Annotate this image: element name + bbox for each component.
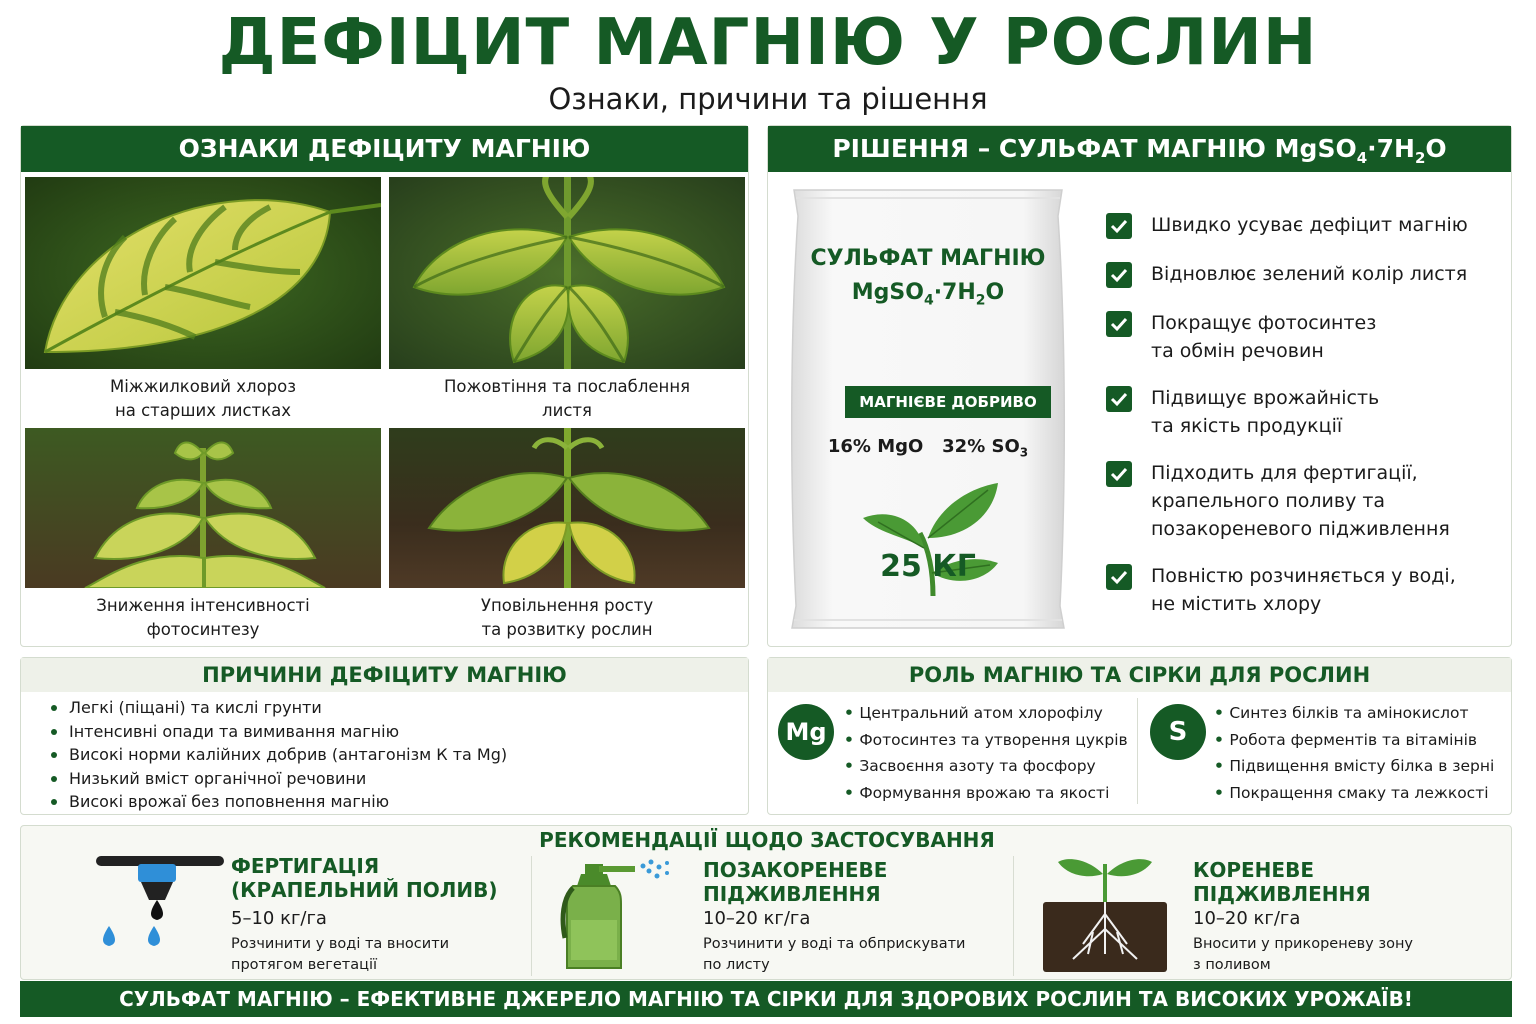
formula-text: ·7H	[933, 280, 976, 305]
rec-rate: 5–10 кг/га	[231, 908, 327, 929]
rec-title-line: ФЕРТИГАЦІЯ	[231, 854, 380, 878]
check-icon	[1106, 262, 1132, 288]
bag-mgo: 16% MgO	[827, 436, 924, 457]
bag-badge: МАГНІЄВЕ ДОБРИВО	[845, 386, 1051, 418]
fertilizer-bag	[788, 186, 1068, 632]
rec-desc-line: Вносити у прикореневу зону	[1193, 936, 1414, 952]
benefit-line: Швидко усуває дефіцит магнію	[1151, 214, 1468, 236]
benefit-text	[1151, 459, 1511, 543]
rec-title-line: ПІДЖИВЛЕННЯ	[703, 882, 881, 906]
benefit-line: та обмін речовин	[1151, 340, 1324, 362]
benefit-line: Підвищує врожайність	[1151, 387, 1380, 409]
caption-line: листя	[542, 401, 592, 420]
sulfur-role-list	[1214, 700, 1494, 806]
list-item: Високі врожаї без поповнення магнію	[47, 790, 507, 814]
title-text: РІШЕННЯ – СУЛЬФАТ МАГНІЮ MgSO	[832, 134, 1357, 163]
check-icon	[1106, 461, 1132, 487]
check-icon	[1106, 213, 1132, 239]
role-panel-title: РОЛЬ МАГНІЮ ТА СІРКИ ДЛЯ РОСЛИН	[768, 658, 1511, 692]
formula-text: O	[985, 280, 1005, 305]
recommendation-fertigation	[21, 854, 531, 980]
recommendations-panel	[20, 825, 1512, 980]
list-item: • Фотосинтез та утворення цукрів	[844, 727, 1128, 754]
list-item: Інтенсивні опади та вимивання магнію	[47, 720, 507, 744]
rec-description	[231, 934, 531, 976]
recommendation-root	[1013, 854, 1513, 980]
rec-title-line: (КРАПЕЛЬНИЙ ПОЛИВ)	[231, 878, 498, 902]
formula-subscript: 2	[975, 292, 986, 309]
benefit-text	[1151, 384, 1511, 440]
rec-rate: 10–20 кг/га	[1193, 908, 1301, 929]
benefit-line: Відновлює зелений колір листя	[1151, 263, 1468, 285]
list-item: • Робота ферментів та вітамінів	[1214, 727, 1494, 754]
caption-slowed-growth	[389, 594, 745, 642]
footer-banner: СУЛЬФАТ МАГНІЮ – ЕФЕКТИВНЕ ДЖЕРЕЛО МАГНІЮ ТА СІРКИ ДЛЯ ЗДОРОВИХ РОСЛИН ТА ВИСОКИХ УРОЖАЇВ!	[20, 981, 1512, 1017]
magnesium-badge: Mg	[778, 704, 834, 760]
check-icon	[1106, 386, 1132, 412]
drip-irrigation-icon	[91, 856, 231, 966]
role-panel	[767, 657, 1512, 815]
rec-title	[703, 858, 1023, 906]
title-subscript: 4	[1356, 149, 1368, 167]
caption-interveinal-chlorosis	[25, 375, 381, 423]
causes-panel	[20, 657, 749, 815]
magnesium-role-list	[844, 700, 1128, 806]
rec-title-line: ПІДЖИВЛЕННЯ	[1193, 882, 1371, 906]
causes-panel-title: ПРИЧИНИ ДЕФІЦИТУ МАГНІЮ	[21, 658, 748, 692]
caption-line: Зниження інтенсивності	[96, 596, 310, 615]
title-text: O	[1425, 134, 1447, 163]
rec-desc-line: Розчинити у воді та обприскувати	[703, 936, 966, 952]
benefit-text	[1151, 309, 1511, 365]
formula-text: MgSO	[851, 280, 924, 305]
caption-line: Уповільнення росту	[480, 596, 654, 615]
caption-line: на старших листках	[114, 401, 292, 420]
list-item: • Центральний атом хлорофілу	[844, 700, 1128, 727]
photo-interveinal-chlorosis	[25, 177, 381, 369]
bag-so3-subscript: 3	[1019, 445, 1029, 460]
benefit-line: Підходить для фертигації,	[1151, 462, 1418, 484]
caption-reduced-photosynthesis	[25, 594, 381, 642]
divider	[1137, 698, 1138, 804]
list-item: • Синтез білків та амінокислот	[1214, 700, 1494, 727]
rec-desc-line: протягом вегетації	[231, 957, 378, 973]
rec-title	[231, 854, 551, 902]
rec-desc-line: з поливом	[1193, 957, 1271, 973]
formula-subscript: 4	[923, 292, 934, 309]
list-item: Низький вміст органічної речовини	[47, 767, 507, 791]
check-icon	[1106, 311, 1132, 337]
benefit-line: крапельного поливу та	[1151, 490, 1386, 512]
benefit-text	[1151, 562, 1511, 618]
causes-list	[47, 696, 507, 814]
caption-line: Міжжилковий хлороз	[109, 377, 297, 396]
list-item: • Покращення смаку та лежкості	[1214, 780, 1494, 807]
solution-panel-title	[768, 126, 1511, 172]
title-text: ·7H	[1367, 134, 1415, 163]
page-title: ДЕФІЦИТ МАГНІЮ У РОСЛИН	[218, 6, 1318, 80]
list-item: • Підвищення вмісту білка в зерні	[1214, 753, 1494, 780]
caption-line: Пожовтіння та послаблення	[443, 377, 691, 396]
rec-description	[1193, 934, 1493, 976]
recommendation-foliar	[531, 854, 1013, 980]
check-icon	[1106, 564, 1132, 590]
rec-title-line: ПОЗАКОРЕНЕВЕ	[703, 858, 888, 882]
list-item: • Засвоєння азоту та фосфору	[844, 753, 1128, 780]
benefit-text	[1151, 211, 1511, 239]
benefit-line: Покращує фотосинтез	[1151, 312, 1377, 334]
list-item: Високі норми калійних добрив (антагонізм К та Mg)	[47, 743, 507, 767]
photo-reduced-photosynthesis	[25, 428, 381, 588]
solution-panel	[767, 125, 1512, 647]
bag-so3: 32% SO	[942, 436, 1020, 457]
rec-title	[1193, 858, 1513, 906]
signs-panel	[20, 125, 749, 647]
seedling-roots-icon	[1033, 854, 1173, 974]
sulfur-badge: S	[1150, 704, 1206, 760]
rec-description	[703, 934, 1003, 976]
benefit-text	[1151, 260, 1511, 288]
rec-title-line: КОРЕНЕВЕ	[1193, 858, 1314, 882]
benefit-line: позакореневого підживлення	[1151, 518, 1450, 540]
benefit-line: та якість продукції	[1151, 415, 1343, 437]
benefit-line: не містить хлору	[1151, 593, 1322, 615]
caption-line: фотосинтезу	[146, 620, 260, 639]
photo-yellowing-leaves	[389, 177, 745, 369]
page-subtitle: Ознаки, причини та рішення	[548, 82, 988, 116]
bag-product-name: СУЛЬФАТ МАГНІЮ	[810, 246, 1046, 271]
bag-composition	[788, 436, 1068, 460]
title-subscript: 2	[1414, 149, 1426, 167]
bag-formula	[788, 280, 1068, 308]
recommendations-title: РЕКОМЕНДАЦІЇ ЩОДО ЗАСТОСУВАННЯ	[539, 828, 995, 852]
list-item: • Формування врожаю та якості	[844, 780, 1128, 807]
rec-desc-line: Розчинити у воді та вносити	[231, 936, 450, 952]
sprayer-icon	[559, 858, 679, 974]
bag-weight: 25 КГ	[880, 549, 976, 584]
caption-line: та розвитку рослин	[481, 620, 653, 639]
signs-panel-title: ОЗНАКИ ДЕФІЦИТУ МАГНІЮ	[21, 126, 748, 172]
photo-slowed-growth	[389, 428, 745, 588]
caption-yellowing-leaves	[389, 375, 745, 423]
list-item: Легкі (піщані) та кислі грунти	[47, 696, 507, 720]
rec-rate: 10–20 кг/га	[703, 908, 811, 929]
rec-desc-line: по листу	[703, 957, 770, 973]
benefit-line: Повністю розчиняється у воді,	[1151, 565, 1456, 587]
